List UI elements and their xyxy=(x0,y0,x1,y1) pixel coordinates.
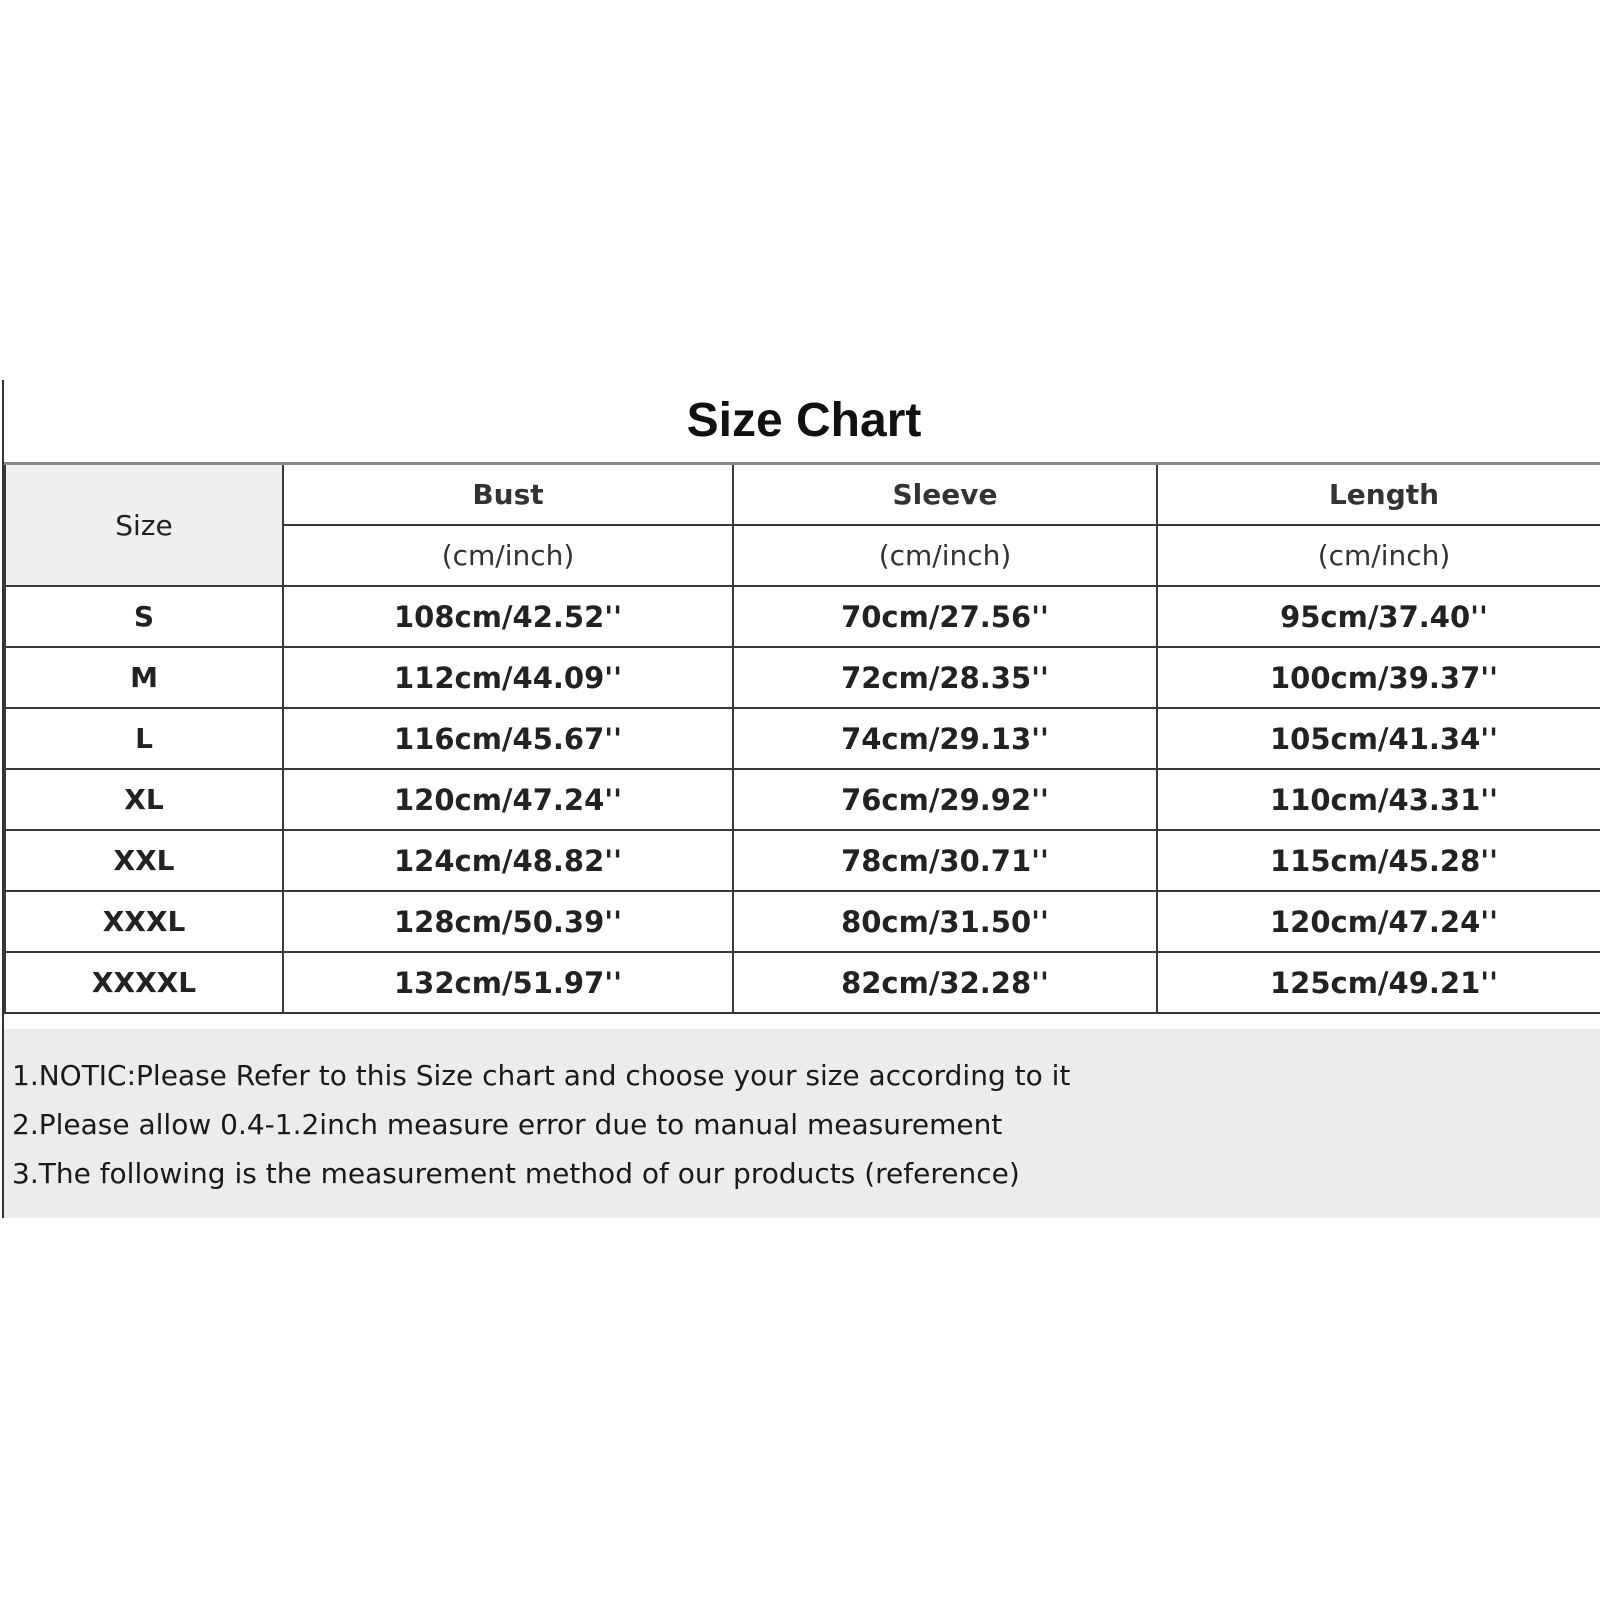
size-cell: XXXL xyxy=(5,891,283,952)
length-column-header: Length xyxy=(1157,464,1600,526)
bust-cell: 124cm/48.82'' xyxy=(283,830,733,891)
table-row xyxy=(5,647,1600,708)
length-cell: 120cm/47.24'' xyxy=(1157,891,1600,952)
sleeve-cell: 74cm/29.13'' xyxy=(733,708,1157,769)
sleeve-cell: 76cm/29.92'' xyxy=(733,769,1157,830)
length-cell: 110cm/43.31'' xyxy=(1157,769,1600,830)
sleeve-unit-label: (cm/inch) xyxy=(733,525,1157,586)
size-column-header: Size xyxy=(5,464,283,587)
table-row xyxy=(5,891,1600,952)
table-row xyxy=(5,708,1600,769)
length-cell: 100cm/39.37'' xyxy=(1157,647,1600,708)
sleeve-cell: 82cm/32.28'' xyxy=(733,952,1157,1013)
size-cell: XXXXL xyxy=(5,952,283,1013)
size-cell: XL xyxy=(5,769,283,830)
bust-cell: 132cm/51.97'' xyxy=(283,952,733,1013)
table-row xyxy=(5,769,1600,830)
header-row xyxy=(5,464,1600,526)
bust-cell: 108cm/42.52'' xyxy=(283,586,733,647)
bust-cell: 128cm/50.39'' xyxy=(283,891,733,952)
table-row xyxy=(5,830,1600,891)
sleeve-column-header: Sleeve xyxy=(733,464,1157,526)
size-cell: XXL xyxy=(5,830,283,891)
bust-cell: 112cm/44.09'' xyxy=(283,647,733,708)
bust-cell: 120cm/47.24'' xyxy=(283,769,733,830)
table-row xyxy=(5,952,1600,1013)
notes-panel xyxy=(4,1029,1600,1218)
length-cell: 125cm/49.21'' xyxy=(1157,952,1600,1013)
size-cell: M xyxy=(5,647,283,708)
sleeve-cell: 78cm/30.71'' xyxy=(733,830,1157,891)
sleeve-cell: 72cm/28.35'' xyxy=(733,647,1157,708)
size-cell: S xyxy=(5,586,283,647)
bust-cell: 116cm/45.67'' xyxy=(283,708,733,769)
bust-column-header: Bust xyxy=(283,464,733,526)
sleeve-cell: 80cm/31.50'' xyxy=(733,891,1157,952)
note-line: 3.The following is the measurement method of our products (reference) xyxy=(12,1157,1020,1190)
length-unit-label: (cm/inch) xyxy=(1157,525,1600,586)
size-cell: L xyxy=(5,708,283,769)
length-cell: 115cm/45.28'' xyxy=(1157,830,1600,891)
length-cell: 105cm/41.34'' xyxy=(1157,708,1600,769)
size-chart xyxy=(2,380,1600,1218)
note-line: 1.NOTIC:Please Refer to this Size chart and choose your size according to it xyxy=(12,1059,1071,1092)
length-cell: 95cm/37.40'' xyxy=(1157,586,1600,647)
table-row xyxy=(5,586,1600,647)
note-line: 2.Please allow 0.4-1.2inch measure error due to manual measurement xyxy=(12,1108,1003,1141)
size-table xyxy=(4,462,1600,1014)
chart-title: Size Chart xyxy=(686,394,922,447)
bust-unit-label: (cm/inch) xyxy=(283,525,733,586)
sleeve-cell: 70cm/27.56'' xyxy=(733,586,1157,647)
